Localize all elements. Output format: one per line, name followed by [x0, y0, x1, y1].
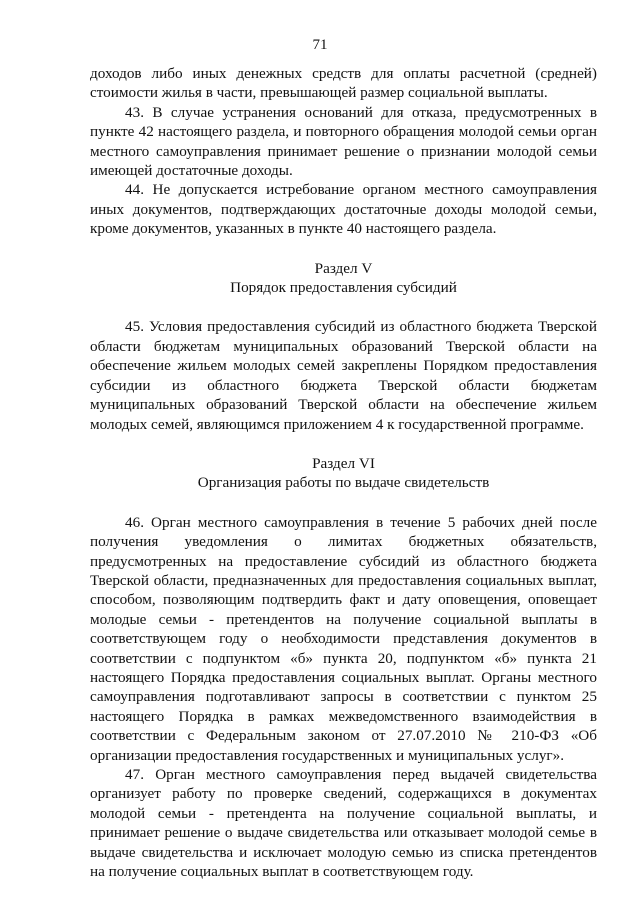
paragraph-45: 45. Условия предоставления субсидий из областного бюджета Тверской области бюджетам муниципальных образований Тверской области на обеспечение жильем молодых семей закреплены Порядком предоставления субсидии из областного бюджета Тверской области бюджетам муниципальных образований Тверской области на обеспечение жильем молодых семей, являющимся приложением 4 к государственной программе. — [90, 318, 597, 433]
section-6-header — [90, 454, 597, 493]
paragraph-46: 46. Орган местного самоуправления в течение 5 рабочих дней после получения уведомления о лимитах бюджетных обязательств, предусмотренных на предоставление субсидий из областного бюджета Тверской области, предназначенных для предоставления социальных выплат, способом, позволяющим подтвердить факт и дату оповещения, оповещает молодые семьи - претендентов на получение социальной выплаты в соответствующем году о необходимости представления документов в соответствии с подпунктом «б» пункта 20, подпунктом «б» пункта 21 настоящего Порядка предоставления социальных выплат. Органы местного самоуправления подготавливают запросы в соответствии с пунктом 25 настоящего Порядка в рамках межведомственного взаимодействия в соответствии с Федеральным законом от 27.07.2010 № 210-ФЗ «Об организации предоставления государственных и муниципальных услуг». — [90, 513, 597, 764]
paragraph-continuation: доходов либо иных денежных средств для оплаты расчетной (средней) стоимости жилья в части, превышающей размер социальной выплаты. — [90, 65, 597, 102]
section-6-title: Организация работы по выдаче свидетельств — [197, 474, 490, 492]
section-6-heading: Раздел VI — [312, 454, 375, 472]
page-number: 71 — [312, 37, 328, 53]
section-5-title: Порядок предоставления субсидий — [230, 279, 457, 297]
section-5-header — [90, 259, 597, 298]
paragraph-47: 47. Орган местного самоуправления перед выдачей свидетельства организует работу по проверке сведений, содержащихся в документах молодой семьи - претендента на получение социальной выплаты, и принимает решение о выдаче свидетельства или отказывает молодой семье в выдаче свидетельства и исключает молодую семью из списка претендентов на получение социальных выплат в соответствующем году. — [90, 766, 597, 881]
document-body — [90, 64, 597, 881]
paragraph-43: 43. В случае устранения оснований для отказа, предусмотренных в пункте 42 настоящего раздела, и повторного обращения молодой семьи орган местного самоуправления принимает решение о признании молодой семьи имеющей достаточные доходы. — [90, 103, 597, 180]
section-5-heading: Раздел V — [314, 259, 373, 277]
paragraph-44: 44. Не допускается истребование органом местного самоуправления иных документов, подтверждающих достаточные доходы молодой семьи, кроме документов, указанных в пункте 40 настоящего раздела. — [90, 181, 597, 238]
